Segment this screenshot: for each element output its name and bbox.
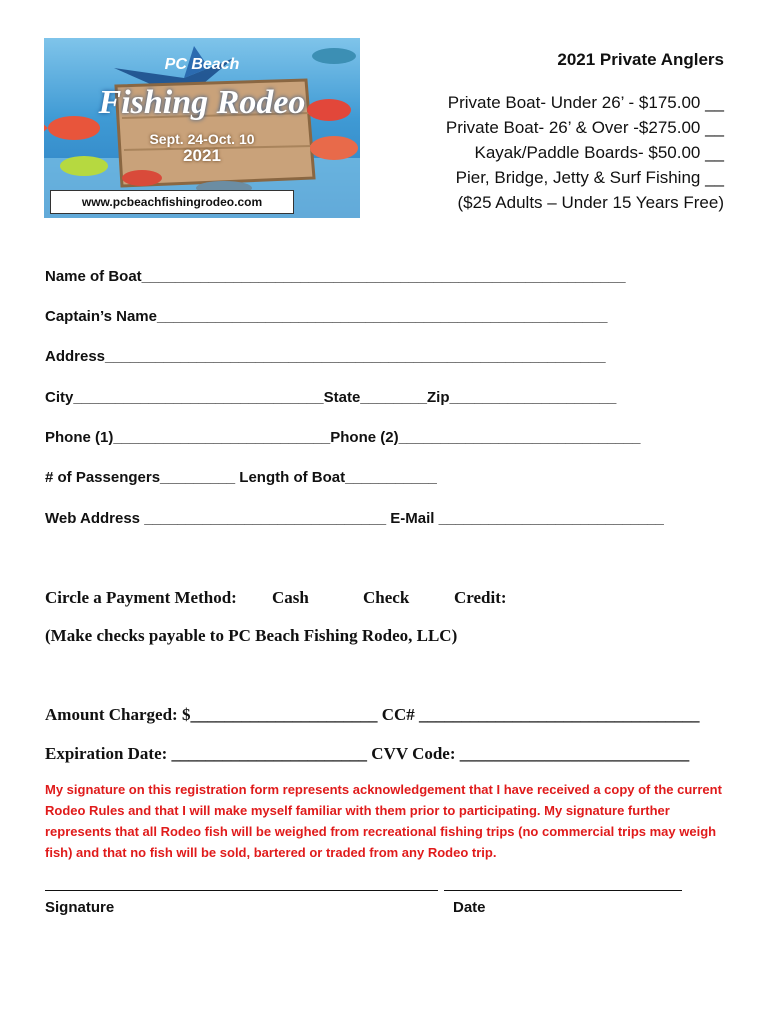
logo-year: 2021 [183,146,221,165]
pricing-item: Private Boat- 26’ & Over -$275.00 __ [445,118,724,137]
signature-label: Signature [45,899,115,916]
pricing-item: Kayak/Paddle Boards- $50.00 __ [474,143,724,162]
pricing-list [446,90,724,215]
pricing-item: Private Boat- Under 26’ - $175.00 __ [447,93,724,112]
pricing-note: ($25 Adults – Under 15 Years Free) [457,193,724,212]
payment-option-check[interactable]: Check [363,588,410,607]
phone-fields[interactable]: Phone (1)__________________________Phone (2)_____________________________ [45,429,641,446]
address-field[interactable]: Address____________________________________________________________ [45,348,606,365]
logo-line1: PC Beach [164,56,240,73]
city-state-zip-field[interactable]: City______________________________State________Zip____________________ [45,389,617,406]
logo-title: Fishing Rodeo [98,84,306,121]
captain-name-field[interactable]: Captain’s Name______________________________________________________ [45,308,608,325]
boat-name-field[interactable]: Name of Boat__________________________________________________________ [45,268,626,285]
logo-url[interactable]: www.pcbeachfishingrodeo.com [50,190,294,214]
payment-option-credit[interactable]: Credit: [454,588,507,607]
pricing-item: Pier, Bridge, Jetty & Surf Fishing __ [455,168,724,187]
signature-notice: My signature on this registration form represents acknowledgement that I have received a copy of the current Rodeo Rules and that I will make myself familiar with them prior to participating. My signature further represents that all Rodeo fish will be weighed from recreational fishing trips (no commercial trips may weigh fish) and that no fish will be sold, bartered or traded from any Rodeo trip. [45,782,722,860]
payment-method-label: Circle a Payment Method: [45,588,237,607]
date-label: Date [453,899,486,916]
form-title: 2021 Private Anglers [557,50,724,69]
web-email-field[interactable]: Web Address _____________________________ E-Mail ___________________________ [45,510,664,527]
amount-cc-field[interactable]: Amount Charged: $______________________ CC# _________________________________ [45,705,700,724]
signature-line[interactable] [45,890,438,891]
checks-payable-note: (Make checks payable to PC Beach Fishing Rodeo, LLC) [45,626,458,645]
passengers-length-field[interactable]: # of Passengers_________ Length of Boat___________ [45,469,437,486]
expiration-cvv-field[interactable]: Expiration Date: _______________________ CVV Code: ___________________________ [45,744,690,763]
logo-dates: Sept. 24-Oct. 10 [149,131,255,147]
date-line[interactable] [444,890,682,891]
payment-option-cash[interactable]: Cash [272,588,309,607]
